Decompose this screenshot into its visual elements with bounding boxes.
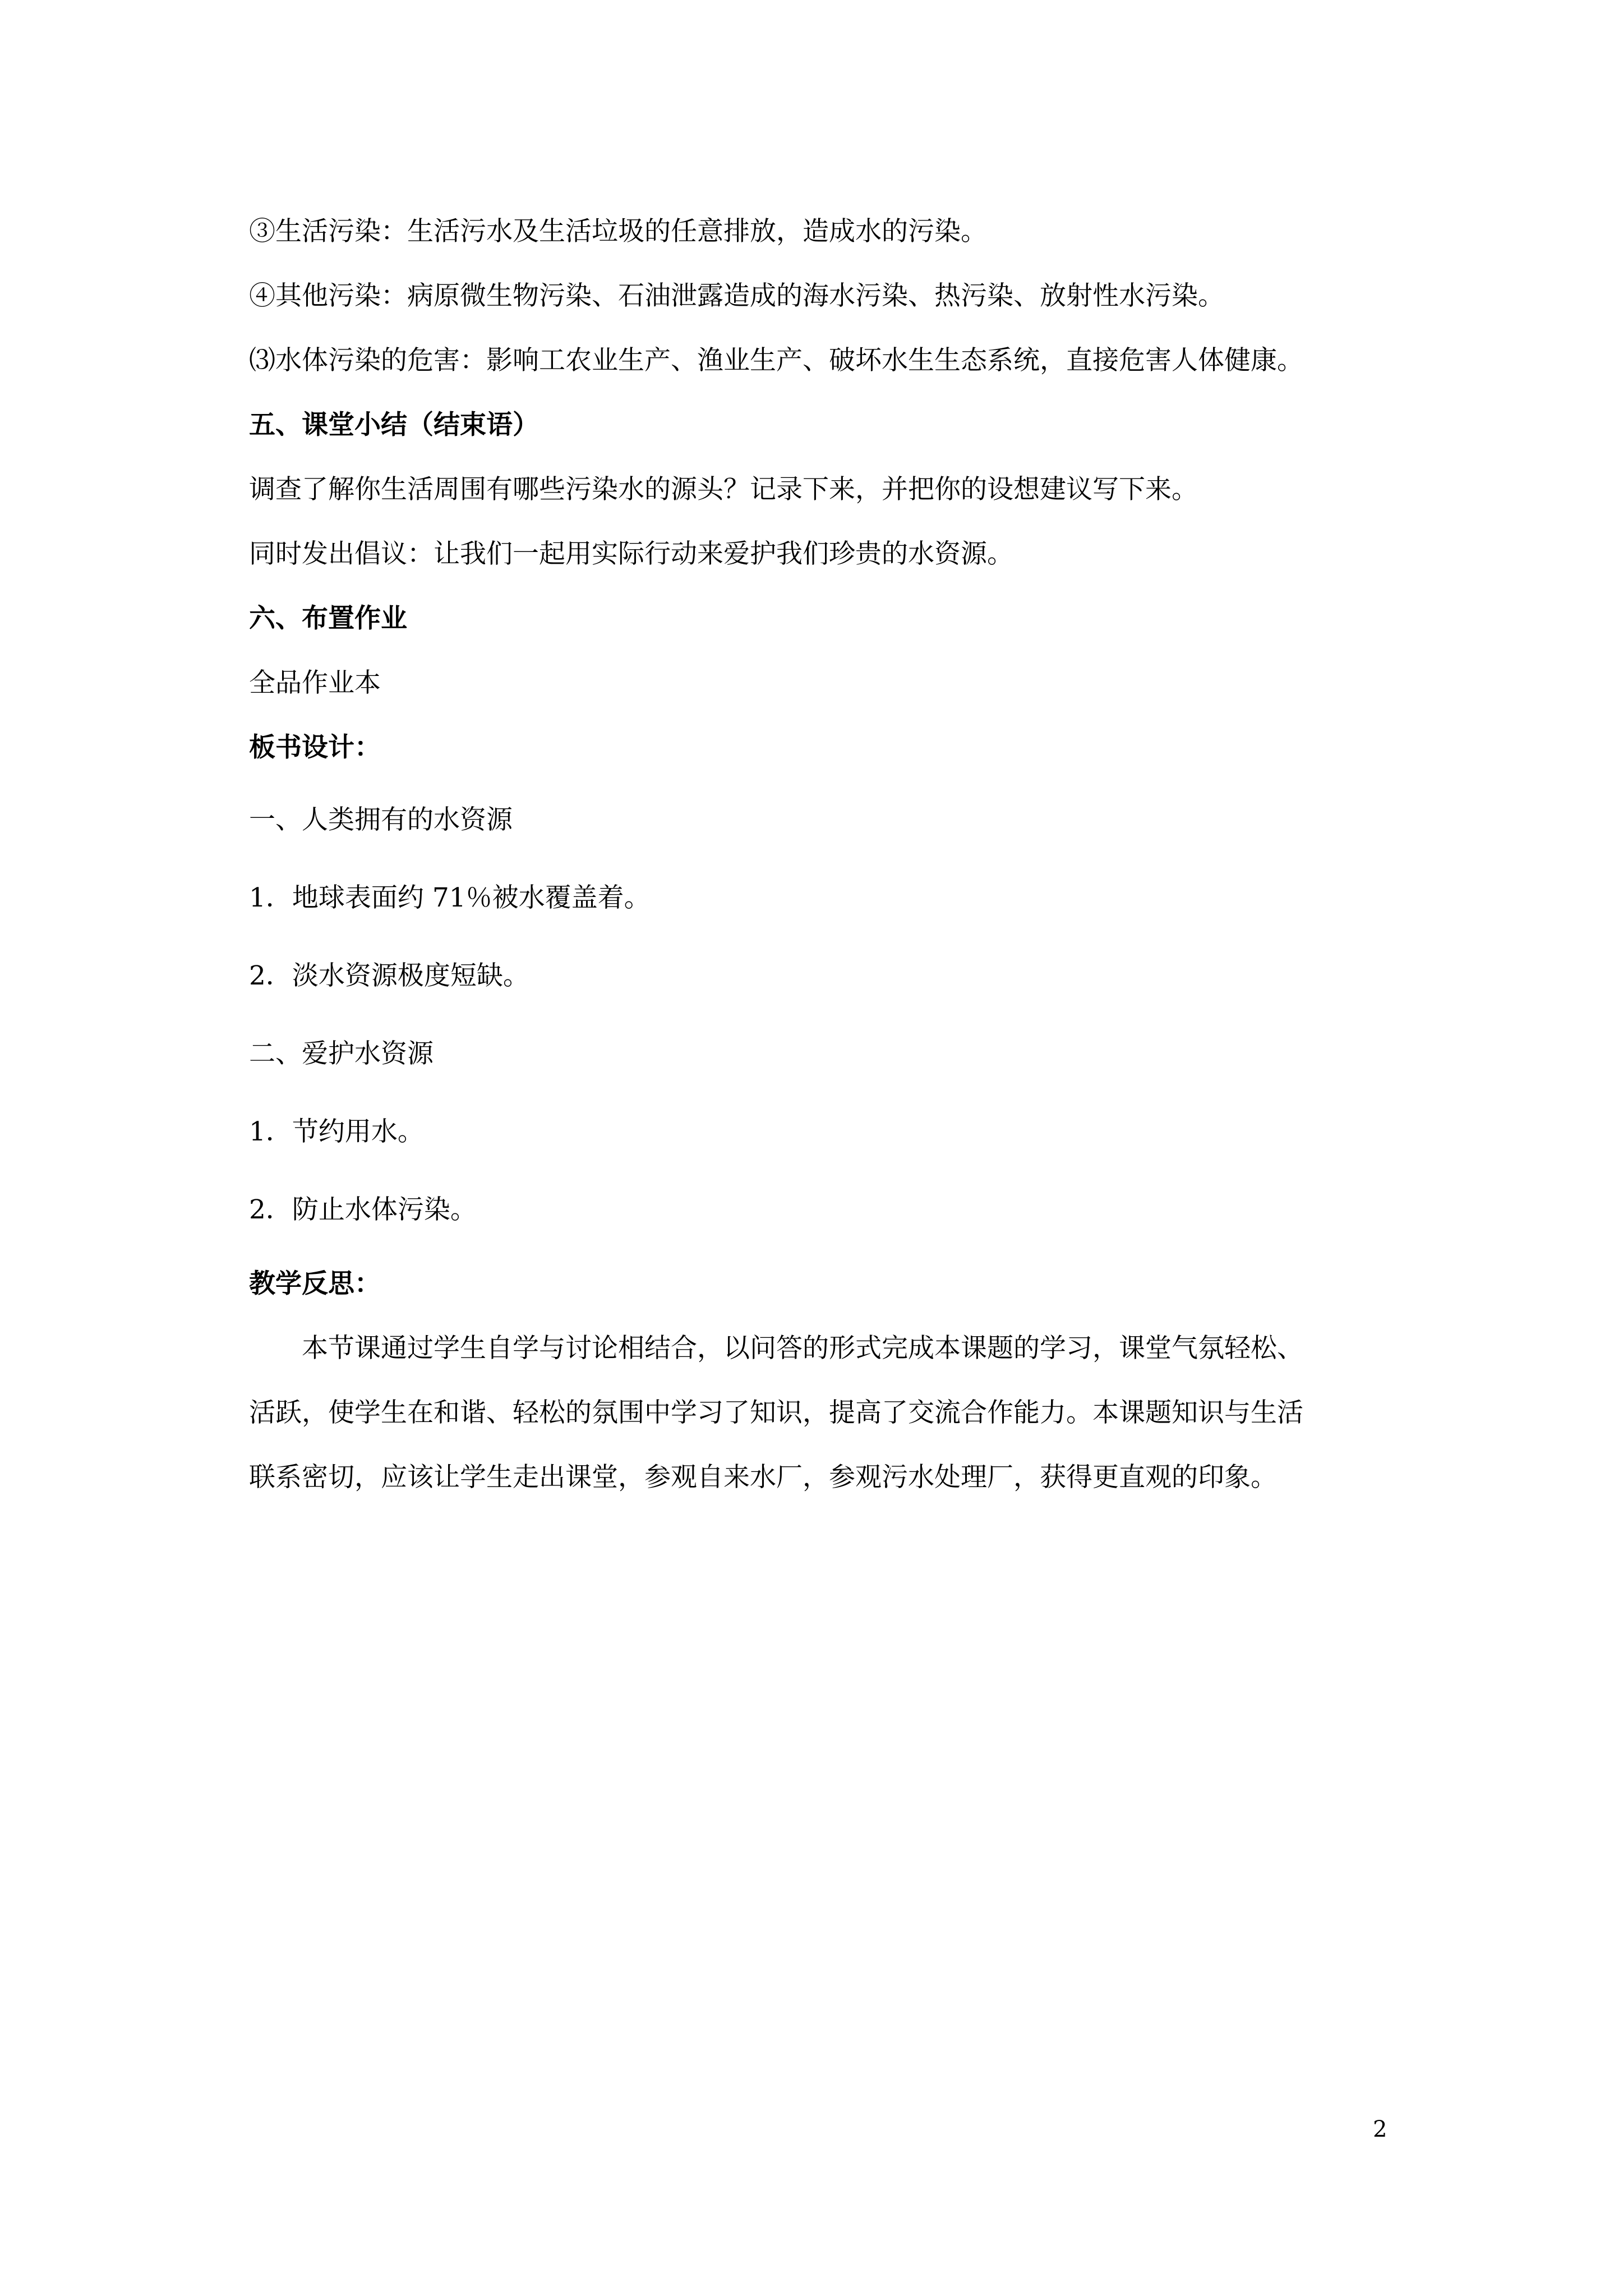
board-item-save-water: 1．节约用水。: [249, 1116, 424, 1147]
pollution-harm-line: ⑶水体污染的危害：影响工农业生产、渔业生产、破坏水生生态系统，直接危害人体健康。: [249, 345, 1303, 376]
summary-initiative-line: 同时发出倡议：让我们一起用实际行动来爱护我们珍贵的水资源。: [249, 539, 1013, 569]
reflection-line-3: 联系密切，应该让学生走出课堂，参观自来水厂，参观污水处理厂，获得更直观的印象。: [249, 1462, 1277, 1493]
section-five-heading: 五、课堂小结（结束语）: [249, 409, 539, 440]
page-number: 2: [1373, 2116, 1387, 2142]
section-six-heading: 六、布置作业: [249, 603, 407, 634]
reflection-line-2: 活跃，使学生在和谐、轻松的氛围中学习了知识，提高了交流合作能力。本课题知识与生活: [249, 1397, 1303, 1428]
pollution-domestic-line: ③生活污染：生活污水及生活垃圾的任意排放，造成水的污染。: [249, 216, 987, 247]
board-item-freshwater-shortage: 2．淡水资源极度短缺。: [249, 960, 529, 991]
board-item-water-resources: 一、人类拥有的水资源: [249, 804, 513, 835]
reflection-heading: 教学反思：: [249, 1268, 381, 1299]
pollution-other-line: ④其他污染：病原微生物污染、石油泄露造成的海水污染、热污染、放射性水污染。: [249, 280, 1224, 311]
board-item-earth-surface: 1．地球表面约 71％被水覆盖着。: [249, 882, 651, 913]
reflection-line-1: 本节课通过学生自学与讨论相结合，以问答的形式完成本课题的学习，课堂气氛轻松、: [302, 1333, 1303, 1364]
homework-line: 全品作业本: [249, 668, 381, 698]
board-item-protect-water: 二、爱护水资源: [249, 1038, 434, 1069]
summary-survey-line: 调查了解你生活周围有哪些污染水的源头？记录下来，并把你的设想建议写下来。: [249, 474, 1198, 505]
board-item-prevent-pollution: 2．防止水体污染。: [249, 1194, 477, 1225]
board-design-heading: 板书设计：: [249, 732, 381, 763]
